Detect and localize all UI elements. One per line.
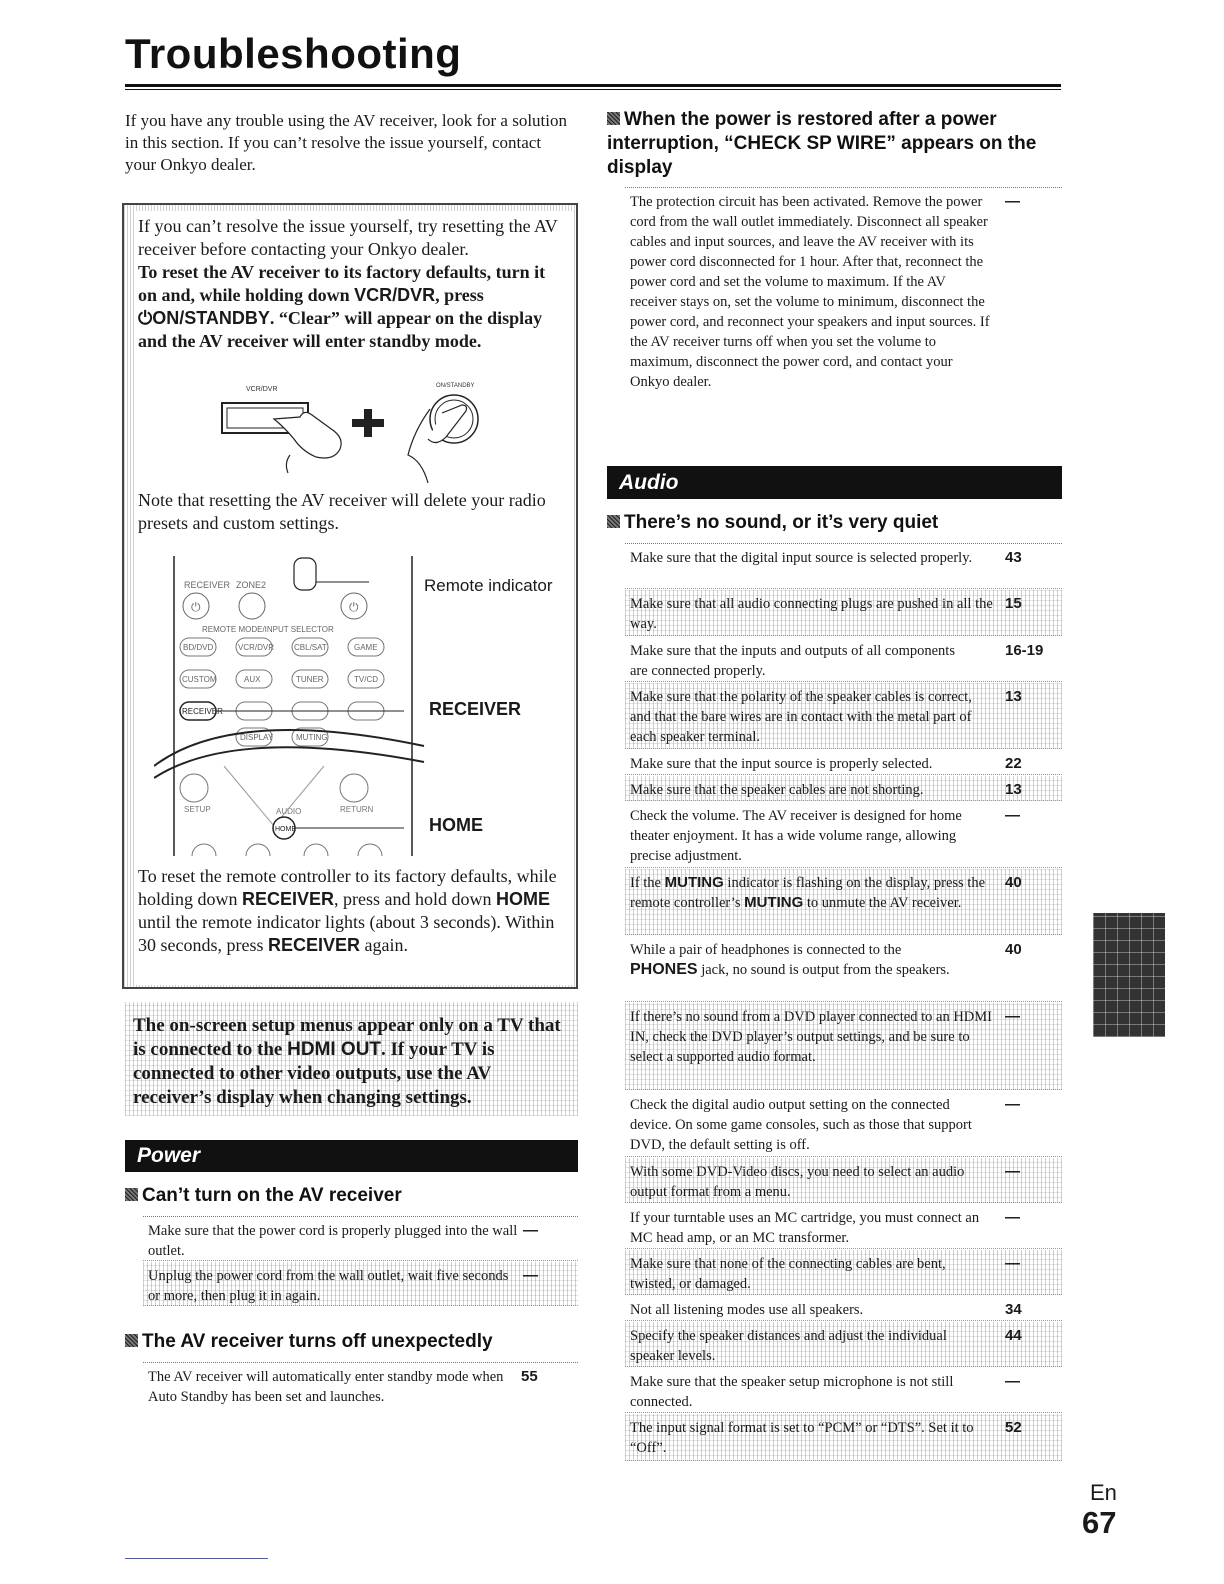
reset-box <box>122 203 578 989</box>
home-label: HOME <box>429 815 483 835</box>
audio-section-header: Audio <box>607 466 1062 499</box>
footer-rule <box>125 1558 268 1559</box>
svg-text:VCR/DVR: VCR/DVR <box>238 643 275 652</box>
fig-onstandby-label: ON/STANDBY <box>436 383 475 389</box>
language-label: En <box>1090 1480 1117 1505</box>
receiver-label: RECEIVER <box>429 699 522 719</box>
svg-text:AUX: AUX <box>244 675 261 684</box>
svg-text:RECEIVER: RECEIVER <box>184 580 231 590</box>
remote-reset-text: To reset the remote controller to its factory defaults, while holding down RECEIVER, press and hold down HOME until the remote indicator lights (about 3 seconds). Within 30 seconds, press RECEIVER again. <box>138 866 557 955</box>
table-row: Check the digital audio output setting on the connected device. On some game consoles, such as those that support DVD, the default setting is off. — <box>625 1091 1062 1157</box>
table-row: Not all listening modes use all speakers. 34 <box>625 1296 1062 1321</box>
vcr-dvr-key: VCR/DVR <box>354 285 436 305</box>
fig-vcr-label: VCR/DVR <box>246 386 278 393</box>
q-no-sound: There’s no sound, or it’s very quiet <box>607 511 1062 535</box>
title-rule-thin <box>125 89 1061 90</box>
reset-instructions: To reset the AV receiver to its factory defaults, turn it on and, while holding down VCR/DVR, press ⏻ON/STANDBY. “Clear” will appear on the display and the AV receiver will enter standby mode. <box>138 262 546 351</box>
bullet-square-icon <box>607 515 620 528</box>
q-turns-off: The AV receiver turns off unexpectedly <box>125 1330 575 1354</box>
table-row: The input signal format is set to “PCM” or “DTS”. Set it to “Off”. 52 <box>625 1414 1062 1461</box>
svg-text:RECEIVER: RECEIVER <box>182 707 223 716</box>
table-row: Make sure that the inputs and outputs of all components are connected properly. 16-19 <box>625 637 1062 682</box>
table-row: With some DVD-Video discs, you need to select an audio output format from a menu. — <box>625 1158 1062 1203</box>
table-row: If your turntable uses an MC cartridge, you must connect an MC head amp, or an MC transformer. — <box>625 1204 1062 1249</box>
title-rule <box>125 84 1061 87</box>
chapter-tab <box>1093 913 1165 1037</box>
bullet-square-icon <box>125 1334 138 1347</box>
bullet-square-icon <box>125 1188 138 1201</box>
reset-note: Note that resetting the AV receiver will delete your radio presets and custom settings. <box>138 490 546 533</box>
svg-text:DISPLAY: DISPLAY <box>240 733 274 742</box>
svg-text:AUDIO: AUDIO <box>276 807 302 816</box>
intro-text: If you have any trouble using the AV receiver, look for a solution in this section. If you can’t resolve the issue yourself, contact your Onkyo dealer. <box>125 111 568 174</box>
page-number: 67 <box>1082 1505 1117 1540</box>
table-row: Make sure that none of the connecting cables are bent, twisted, or damaged. — <box>625 1250 1062 1295</box>
power-section-header: Power <box>125 1140 578 1172</box>
on-standby-key: ON/STANDBY <box>152 308 270 328</box>
finger-press-icon <box>274 412 341 458</box>
table-row: Unplug the power cord from the wall outlet, wait five seconds or more, then plug it in again. — <box>143 1262 578 1306</box>
q-check-sp-wire: When the power is restored after a power interruption, “CHECK SP WIRE” appears on the display <box>607 109 1037 178</box>
phones-row-text: While a pair of headphones is connected to the PHONES jack, no sound is output from the speakers. <box>630 942 950 978</box>
svg-text:REMOTE MODE/INPUT SELECTOR: REMOTE MODE/INPUT SELECTOR <box>202 625 334 634</box>
svg-text:BD/DVD: BD/DVD <box>183 643 214 652</box>
onscreen-note-box <box>125 1002 578 1116</box>
remote-illustration <box>154 556 444 856</box>
reset-intro: If you can’t resolve the issue yourself, try resetting the AV receiver before contacting your Onkyo dealer. <box>138 216 558 259</box>
table-row: Make sure that the speaker cables are not shorting. 13 <box>625 776 1062 801</box>
onscreen-note: The on-screen setup menus appear only on a TV that is connected to the HDMI OUT. If your TV is connected to other video outputs, use the AV receiver’s display when changing settings. <box>133 1015 561 1108</box>
zone2-power-icon <box>239 593 265 619</box>
table-row: While a pair of headphones is connected to the PHONES jack, no sound is output from the speakers. 40 <box>625 936 1062 1002</box>
q-cant-turn-on: Can’t turn on the AV receiver <box>125 1184 575 1208</box>
svg-text:TUNER: TUNER <box>296 675 324 684</box>
table-row: If the MUTING indicator is flashing on the display, press the remote controller’s MUTING to unmute the AV receiver. 40 <box>625 869 1062 935</box>
svg-text:HOME: HOME <box>275 826 296 833</box>
table-row: If there’s no sound from a DVD player connected to an HDMI IN, check the DVD player’s output settings, and be sure to select a supported audio format. — <box>625 1003 1062 1090</box>
remote-indicator-label: Remote indicator <box>424 576 553 595</box>
table-row: Make sure that the speaker setup microphone is not still connected. — <box>625 1368 1062 1413</box>
table-row: Make sure that all audio connecting plugs are pushed in all the way. 15 <box>625 590 1062 636</box>
svg-text:ZONE2: ZONE2 <box>236 580 267 590</box>
plus-icon <box>352 409 384 437</box>
svg-text:⏻: ⏻ <box>349 600 359 614</box>
svg-text:SETUP: SETUP <box>184 805 211 814</box>
table-row: Make sure that the input source is properly selected. 22 <box>625 750 1062 775</box>
table-row: Make sure that the digital input source is selected properly. 43 <box>625 544 1062 589</box>
svg-text:CUSTOM: CUSTOM <box>182 675 217 684</box>
table-row: Make sure that the polarity of the speaker cables is correct, and that the bare wires are in contact with the metal part of each speaker terminal. 13 <box>625 683 1062 749</box>
svg-text:⏻: ⏻ <box>191 600 201 614</box>
svg-text:RETURN: RETURN <box>340 805 374 814</box>
page-title: Troubleshooting <box>125 30 462 77</box>
table-row: Specify the speaker distances and adjust the individual speaker levels. 44 <box>625 1322 1062 1367</box>
svg-text:TV/CD: TV/CD <box>354 675 378 684</box>
svg-text:CBL/SAT: CBL/SAT <box>294 643 327 652</box>
reset-button-figure <box>204 379 504 489</box>
muting-row-text: If the MUTING indicator is flashing on the display, press the remote controller’s MUTING to unmute the AV receiver. <box>630 874 986 911</box>
svg-text:GAME: GAME <box>354 643 378 652</box>
svg-text:MUTING: MUTING <box>296 733 328 742</box>
table-row: Make sure that the power cord is properly plugged into the wall outlet. — <box>143 1217 578 1261</box>
table-row: The protection circuit has been activated. Remove the power cord from the wall outlet immediately. Disconnect all speaker cables and input sources, and leave the AV receiver with its power cord disconnected for 1 hour. After that, reconnect the power cord and set the volume to maximum. If the AV receiver stays on, set the volume to minimum, disconnect the power cord, and reconnect your speakers and input sources. If the AV receiver turns off when you set the volume to maximum, disconnect the power cord, and contact your Onkyo dealer. — <box>630 193 1020 390</box>
remote-indicator-icon <box>294 558 316 590</box>
table-row: Check the volume. The AV receiver is designed for home theater enjoyment. It has a wide volume range, allowing precise adjustment. — <box>625 802 1062 868</box>
bullet-square-icon <box>607 112 620 125</box>
table-row: The AV receiver will automatically enter standby mode when Auto Standby has been set and launches. 55 <box>148 1368 538 1405</box>
power-icon: ⏻ <box>138 308 153 328</box>
